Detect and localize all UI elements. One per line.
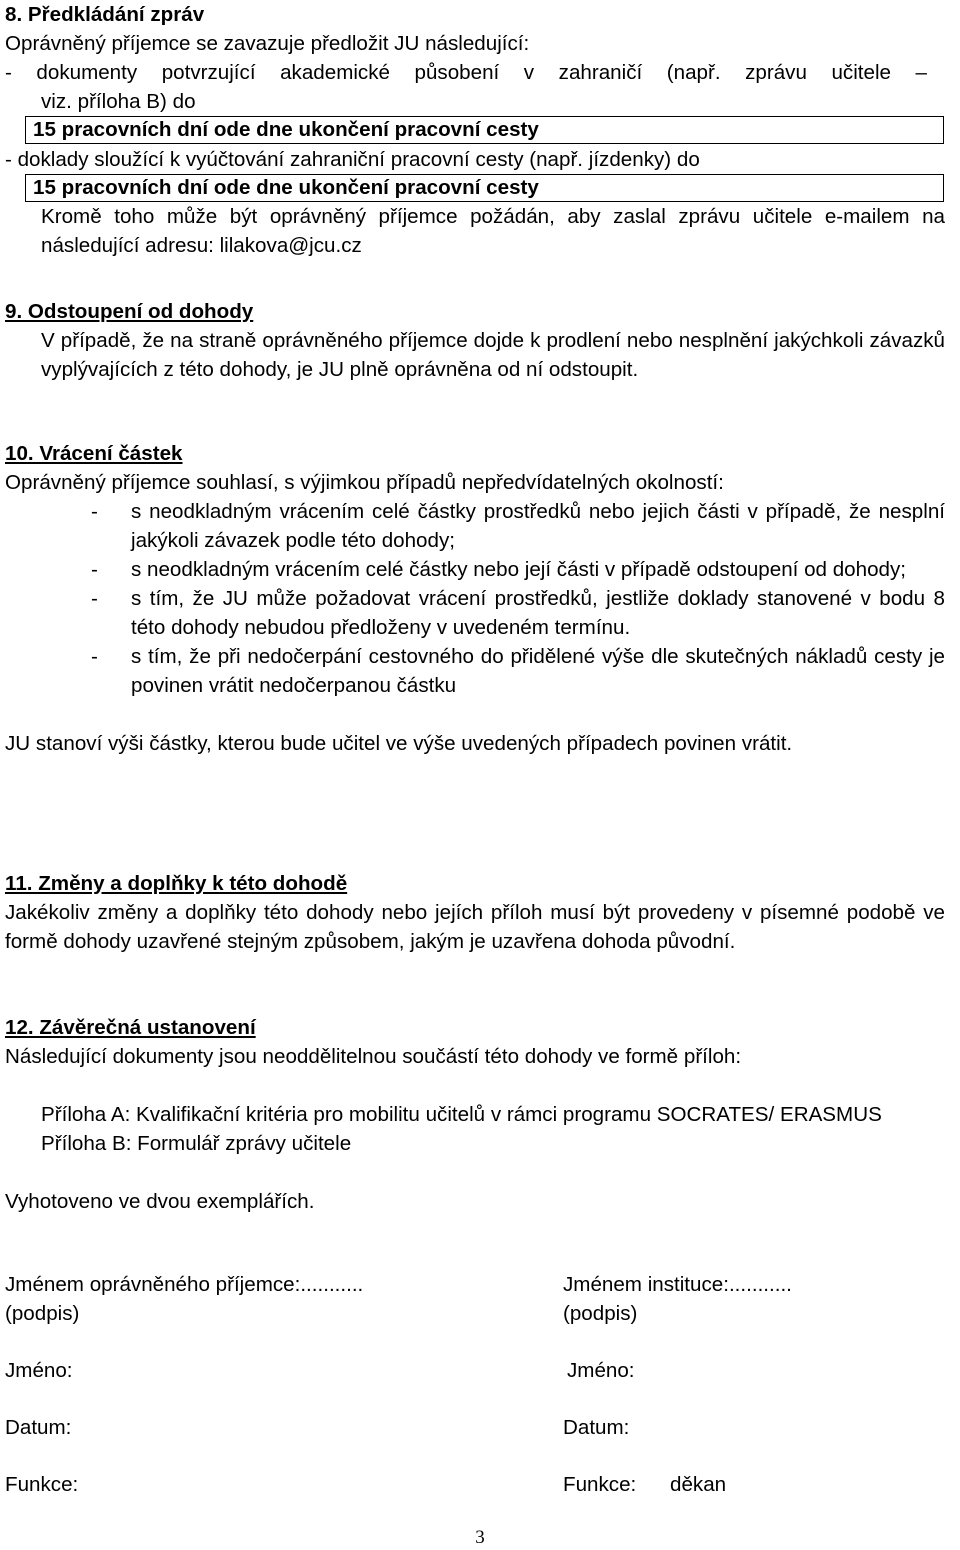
list-dash: - [91, 500, 98, 523]
sig-right-name: Jménem instituce:........... [563, 1273, 792, 1296]
paragraph: Jakékoliv změny a doplňky této dohody nebo jejích příloh musí být provedeny v písemné podobě ve formě dohody uzavřené stejným způsobem, jakým je uzavřena dohoda původní. [5, 901, 945, 953]
paragraph: Oprávněný příjemce souhlasí, s výjimkou případů nepředvídatelných okolností: [5, 471, 724, 494]
list-dash: - [91, 558, 98, 581]
sig-right-funkce-value: děkan [670, 1473, 727, 1496]
paragraph: Oprávněný příjemce se zavazuje předložit JU následující: [5, 32, 530, 55]
sig-right-funkce: Funkce: [563, 1473, 637, 1496]
list-item-text: s tím, že při nedočerpání cestovného do přidělené výše dle skutečných nákladů cesty je povinen vrátit nedočerpanou částku [131, 645, 945, 697]
section-12 [5, 1013, 945, 1216]
sig-left-funkce: Funkce: [5, 1473, 79, 1496]
paragraph: Kromě toho může být oprávněný příjemce požádán, aby zaslal zprávu učitele e-mailem na následující adresu: lilakova@jcu.cz [41, 205, 945, 257]
list-item: - dokumenty potvrzující akademické působení v zahraničí (např. zprávu učitele – [5, 61, 927, 84]
signature-block [5, 1270, 945, 1499]
sig-right-funkce-cell [563, 1470, 945, 1499]
section-9 [5, 297, 945, 384]
list-dash: - [91, 587, 98, 610]
list-item [5, 555, 945, 584]
sig-right-jmeno: Jméno: [567, 1359, 635, 1382]
paragraph: Vyhotoveno ve dvou exemplářích. [5, 1190, 315, 1213]
sig-left-jmeno: Jméno: [5, 1359, 73, 1382]
attachment-b: Příloha B: Formulář zprávy učitele [41, 1132, 352, 1155]
paragraph: Následující dokumenty jsou neoddělitelnou součástí této dohody ve formě příloh: [5, 1045, 742, 1068]
section-11 [5, 869, 945, 956]
section-title: 9. Odstoupení od dohody [5, 300, 254, 323]
sig-right-datum: Datum: [563, 1416, 630, 1439]
sig-left-datum: Datum: [5, 1416, 72, 1439]
deadline-box: 15 pracovních dní ode dne ukončení pracovní cesty [25, 116, 944, 144]
sig-right-sign: (podpis) [563, 1302, 638, 1325]
sig-row-jmeno [5, 1356, 945, 1385]
sig-left-sign: (podpis) [5, 1302, 80, 1325]
list-item [5, 642, 945, 700]
sig-row-funkce [5, 1470, 945, 1499]
section-10 [5, 439, 945, 758]
list-item-continuation: viz. příloha B) do [41, 90, 196, 113]
paragraph: JU stanoví výši částky, kterou bude učitel ve výše uvedených případech povinen vrátit. [5, 732, 793, 755]
sig-row-datum [5, 1413, 945, 1442]
sig-left-name: Jménem oprávněného příjemce:........... [5, 1273, 364, 1296]
section-title: 10. Vrácení částek [5, 442, 183, 465]
sig-row-name [5, 1270, 945, 1299]
sig-row-sign [5, 1299, 945, 1328]
section-title: 12. Závěrečná ustanovení [5, 1016, 256, 1039]
list-item-text: s tím, že JU může požadovat vrácení prostředků, jestliže doklady stanovené v bodu 8 této dohody nebudou předloženy v uvedeném termínu. [131, 587, 945, 639]
section-title: 8. Předkládání zpráv [5, 3, 205, 26]
list-item: - doklady sloužící k vyúčtování zahraniční pracovní cesty (např. jízdenky) do [5, 148, 700, 171]
page-number: 3 [475, 1527, 485, 1548]
paragraph: V případě, že na straně oprávněného příjemce dojde k prodlení nebo nesplnění jakýchkoli závazků vyplývajících z této dohody, je JU plně oprávněna od ní odstoupit. [41, 329, 945, 381]
list-item [5, 497, 945, 555]
deadline-box: 15 pracovních dní ode dne ukončení pracovní cesty [25, 174, 944, 202]
list-item [5, 584, 945, 642]
list-item-text: s neodkladným vrácením celé částky nebo její části v případě odstoupení od dohody; [131, 558, 907, 581]
list-item-text: s neodkladným vrácením celé částky prostředků nebo jejich části v případě, že nesplní jakýkoli závazek podle této dohody; [131, 500, 945, 552]
list-dash: - [91, 645, 98, 668]
attachment-a: Příloha A: Kvalifikační kritéria pro mobilitu učitelů v rámci programu SOCRATES/ ERASMUS [41, 1103, 882, 1126]
section-title: 11. Změny a doplňky k této dohodě [5, 872, 348, 895]
section-8 [5, 0, 945, 260]
